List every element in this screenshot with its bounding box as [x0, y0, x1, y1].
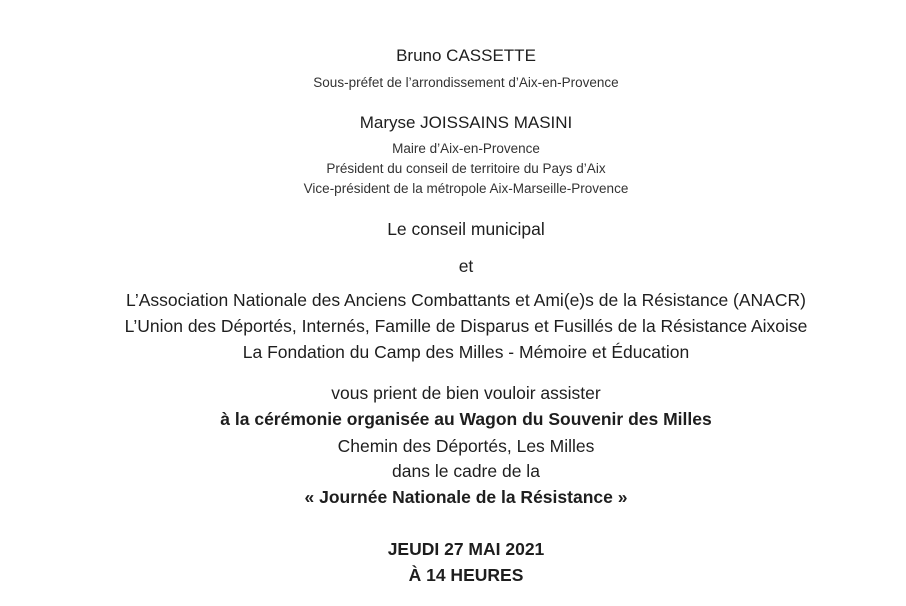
host1-name: Bruno CASSETTE: [396, 46, 536, 65]
organization-line: L’Association Nationale des Anciens Combattants et Ami(e)s de la Résistance (ANACR): [126, 290, 806, 310]
event-time: À 14 HEURES: [408, 565, 524, 585]
context-line: dans le cadre de la: [392, 461, 540, 481]
conjunction-line: et: [458, 256, 474, 276]
request-line: vous prient de bien vouloir assister: [331, 383, 601, 403]
council-line: Le conseil municipal: [387, 219, 545, 239]
host1-title: Sous-préfet de l’arrondissement d’Aix-en-Provence: [313, 75, 619, 90]
address-line: Chemin des Déportés, Les Milles: [337, 436, 595, 456]
ceremony-line: à la cérémonie organisée au Wagon du Souvenir des Milles: [220, 409, 712, 429]
host2-title: Maire d’Aix-en-Provence: [392, 141, 540, 156]
host2-title: Président du conseil de territoire du Pays d’Aix: [326, 161, 606, 176]
event-date: JEUDI 27 MAI 2021: [387, 539, 545, 559]
host2-name: Maryse JOISSAINS MASINI: [359, 113, 573, 132]
organization-line: L’Union des Déportés, Internés, Famille de Disparus et Fusillés de la Résistance Aixoise: [124, 316, 808, 336]
event-name: « Journée Nationale de la Résistance »: [304, 487, 628, 507]
organization-line: La Fondation du Camp des Milles - Mémoire et Éducation: [242, 342, 690, 362]
host2-title: Vice-président de la métropole Aix-Marseille-Provence: [303, 181, 629, 196]
